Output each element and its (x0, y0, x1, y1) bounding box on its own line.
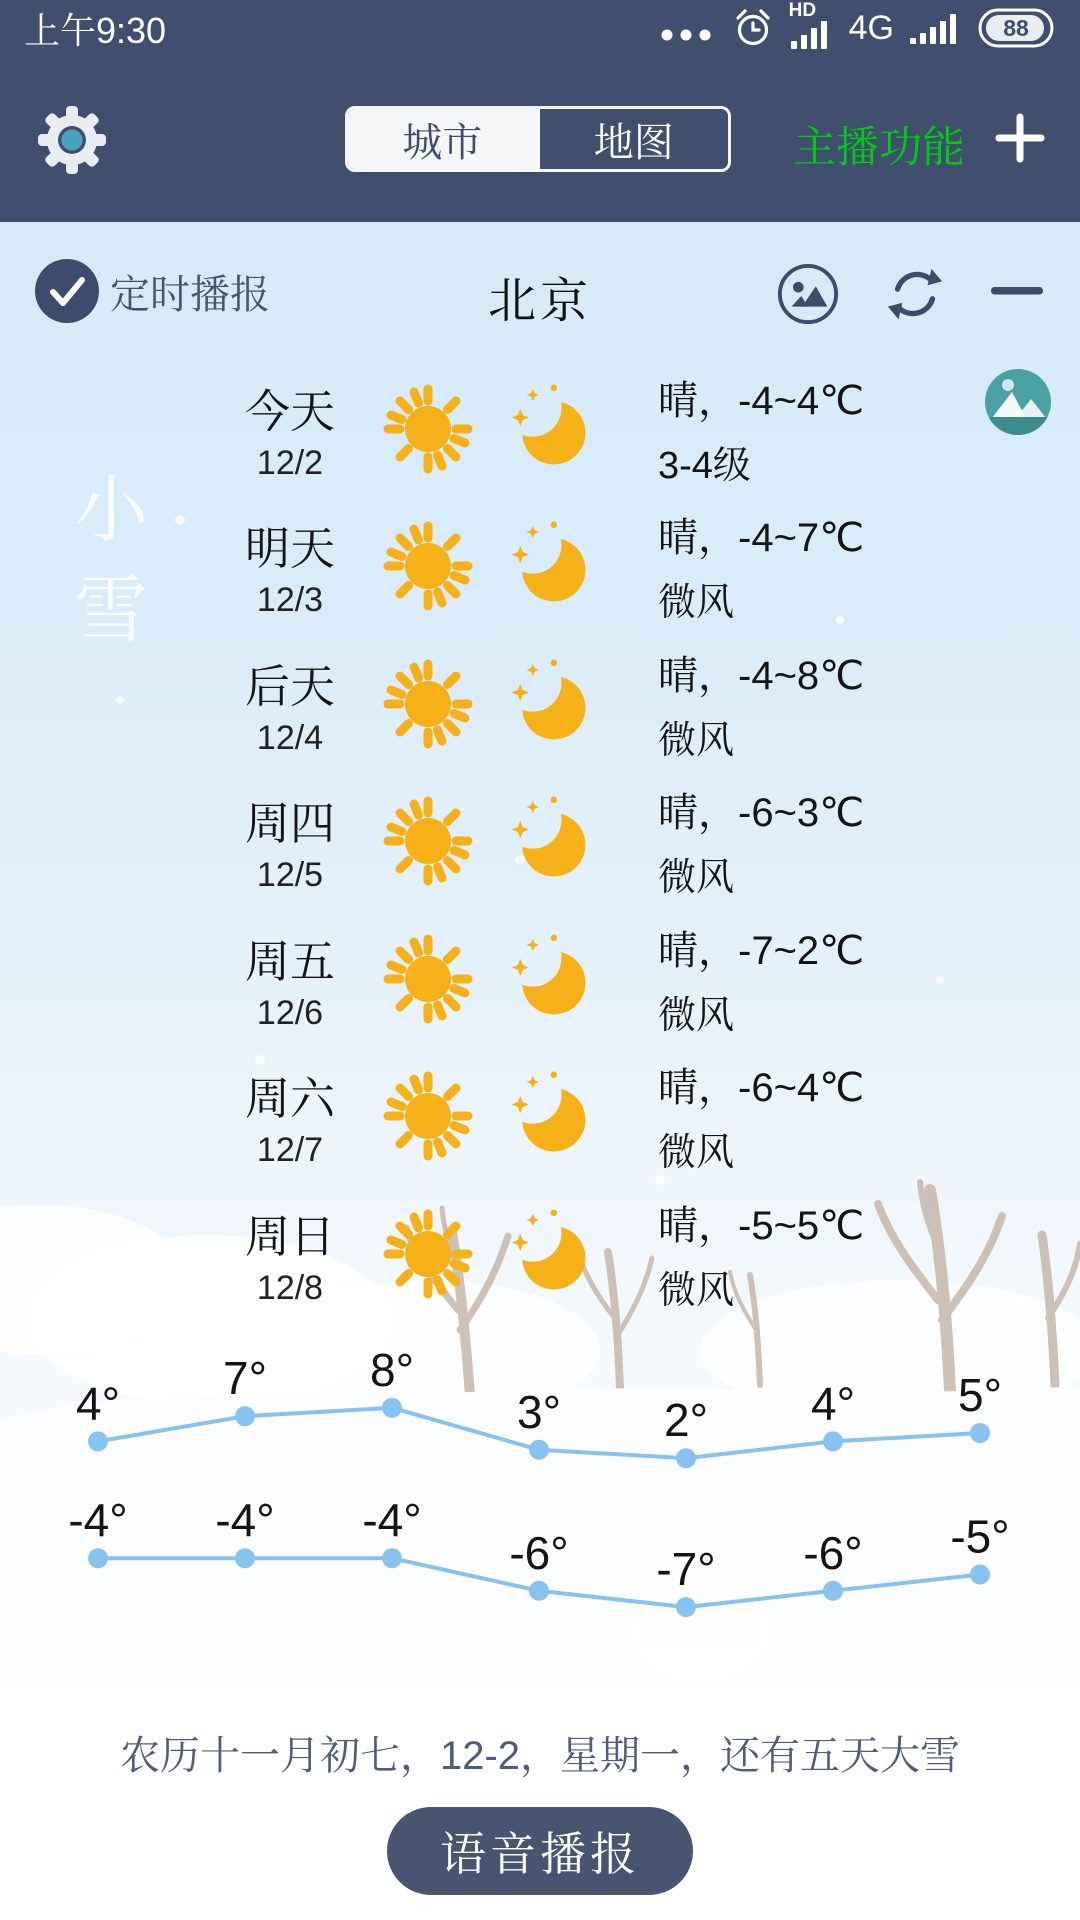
wind-text: 微风 (658, 1132, 735, 1175)
sun-icon (380, 931, 476, 1027)
city-toolbar (0, 222, 1080, 368)
weather-text: 晴，-4~4℃ (658, 378, 865, 423)
day-label: 周五 (244, 935, 335, 987)
forecast-row[interactable] (0, 1048, 1080, 1186)
date-label: 12/8 (256, 1268, 324, 1307)
anchor-feature-link[interactable]: 主播功能 (793, 124, 965, 172)
forecast-row[interactable] (0, 360, 1080, 498)
network-type-label: 4G (848, 8, 894, 47)
chart-label-high-6: 5° (958, 1369, 1002, 1421)
timed-broadcast-label: 定时播报 (110, 272, 270, 317)
moon-stars-icon (504, 383, 600, 475)
tab-city[interactable]: 城市 (348, 109, 537, 169)
wind-text: 微风 (658, 582, 735, 625)
sun-icon (380, 381, 476, 477)
chart-label-low-0: -4° (68, 1494, 128, 1547)
date-label: 12/4 (256, 718, 324, 757)
sun-icon (380, 1068, 476, 1164)
weather-text: 晴，-6~4℃ (658, 1066, 865, 1111)
chart-label-low-2: -4° (362, 1494, 422, 1547)
weather-text: 晴，-4~7℃ (658, 516, 865, 561)
footer-panel (0, 1688, 1080, 1920)
chart-label-high-5: 4° (811, 1377, 855, 1430)
settings-gear-icon[interactable] (38, 106, 106, 174)
chart-label-low-3: -6° (509, 1526, 569, 1579)
chart-label-low-5: -6° (803, 1526, 863, 1579)
weather-text: 晴，-7~2℃ (658, 928, 865, 973)
wind-text: 微风 (658, 857, 735, 900)
sun-icon (380, 793, 476, 889)
chart-label-high-1: 7° (223, 1352, 267, 1405)
add-city-plus-icon[interactable] (994, 112, 1046, 164)
day-label: 周四 (244, 798, 335, 850)
chart-label-high-0: 4° (76, 1377, 120, 1430)
moon-stars-icon (504, 658, 600, 750)
city-map-toggle (345, 106, 731, 172)
wind-text: 微风 (658, 1269, 735, 1312)
forecast-row[interactable] (0, 498, 1080, 636)
tab-map[interactable]: 地图 (537, 109, 729, 169)
day-label: 周日 (244, 1210, 335, 1262)
date-label: 12/3 (256, 581, 324, 620)
notification-dots-icon (657, 8, 717, 48)
weather-text: 晴，-5~5℃ (658, 1203, 865, 1248)
date-label: 12/7 (256, 1131, 324, 1170)
wind-text: 微风 (658, 994, 735, 1037)
moon-stars-icon (504, 1208, 600, 1300)
signal-bars-icon (908, 11, 964, 45)
forecast-list (0, 360, 1080, 1323)
hd-label: HD (788, 0, 817, 21)
day-label: 明天 (244, 523, 335, 575)
app-header (0, 56, 1080, 222)
wind-text: 3-4级 (658, 444, 751, 487)
chart-label-high-4: 2° (664, 1394, 708, 1447)
chart-label-high-3: 3° (517, 1385, 561, 1438)
forecast-row[interactable] (0, 910, 1080, 1048)
sun-icon (380, 1206, 476, 1302)
solar-term-watermark: 小雪 (64, 470, 147, 670)
day-label: 今天 (244, 385, 335, 437)
battery-icon (978, 8, 1056, 48)
weather-text: 晴，-4~8℃ (658, 653, 865, 698)
forecast-row[interactable] (0, 635, 1080, 773)
chart-label-high-2: 8° (370, 1343, 414, 1396)
moon-stars-icon (504, 933, 600, 1025)
chart-label-low-6: -5° (950, 1510, 1010, 1563)
moon-stars-icon (504, 520, 600, 612)
sun-icon (380, 518, 476, 614)
collapse-minus-icon[interactable] (990, 263, 1044, 325)
clock-text: 上午9:30 (24, 9, 167, 51)
forecast-row[interactable] (0, 773, 1080, 911)
forecast-row[interactable] (0, 1185, 1080, 1323)
sun-icon (380, 656, 476, 752)
voice-broadcast-button[interactable]: 语音播报 (387, 1807, 693, 1895)
chart-label-low-4: -7° (656, 1543, 716, 1596)
background-image-icon[interactable] (776, 262, 840, 326)
lunar-calendar-text: 农历十一月初七，12-2，星期一，还有五天大雪 (119, 1734, 961, 1778)
day-label: 周六 (244, 1073, 335, 1125)
moon-stars-icon (504, 795, 600, 887)
battery-percent: 88 (1003, 15, 1029, 41)
refresh-icon[interactable] (884, 263, 946, 325)
chart-label-low-1: -4° (215, 1494, 275, 1547)
moon-stars-icon (504, 1070, 600, 1162)
wind-text: 微风 (658, 719, 735, 762)
status-bar (0, 0, 1080, 56)
signal-bars-hd-icon (788, 0, 835, 50)
alarm-icon (731, 6, 775, 50)
weather-text: 晴，-6~3℃ (658, 791, 865, 836)
day-label: 后天 (244, 660, 335, 712)
weather-scene-thumbnail[interactable] (984, 368, 1052, 436)
date-label: 12/5 (256, 856, 324, 895)
date-label: 12/6 (256, 993, 324, 1032)
city-title: 北京 (487, 275, 592, 328)
date-label: 12/2 (256, 443, 324, 482)
